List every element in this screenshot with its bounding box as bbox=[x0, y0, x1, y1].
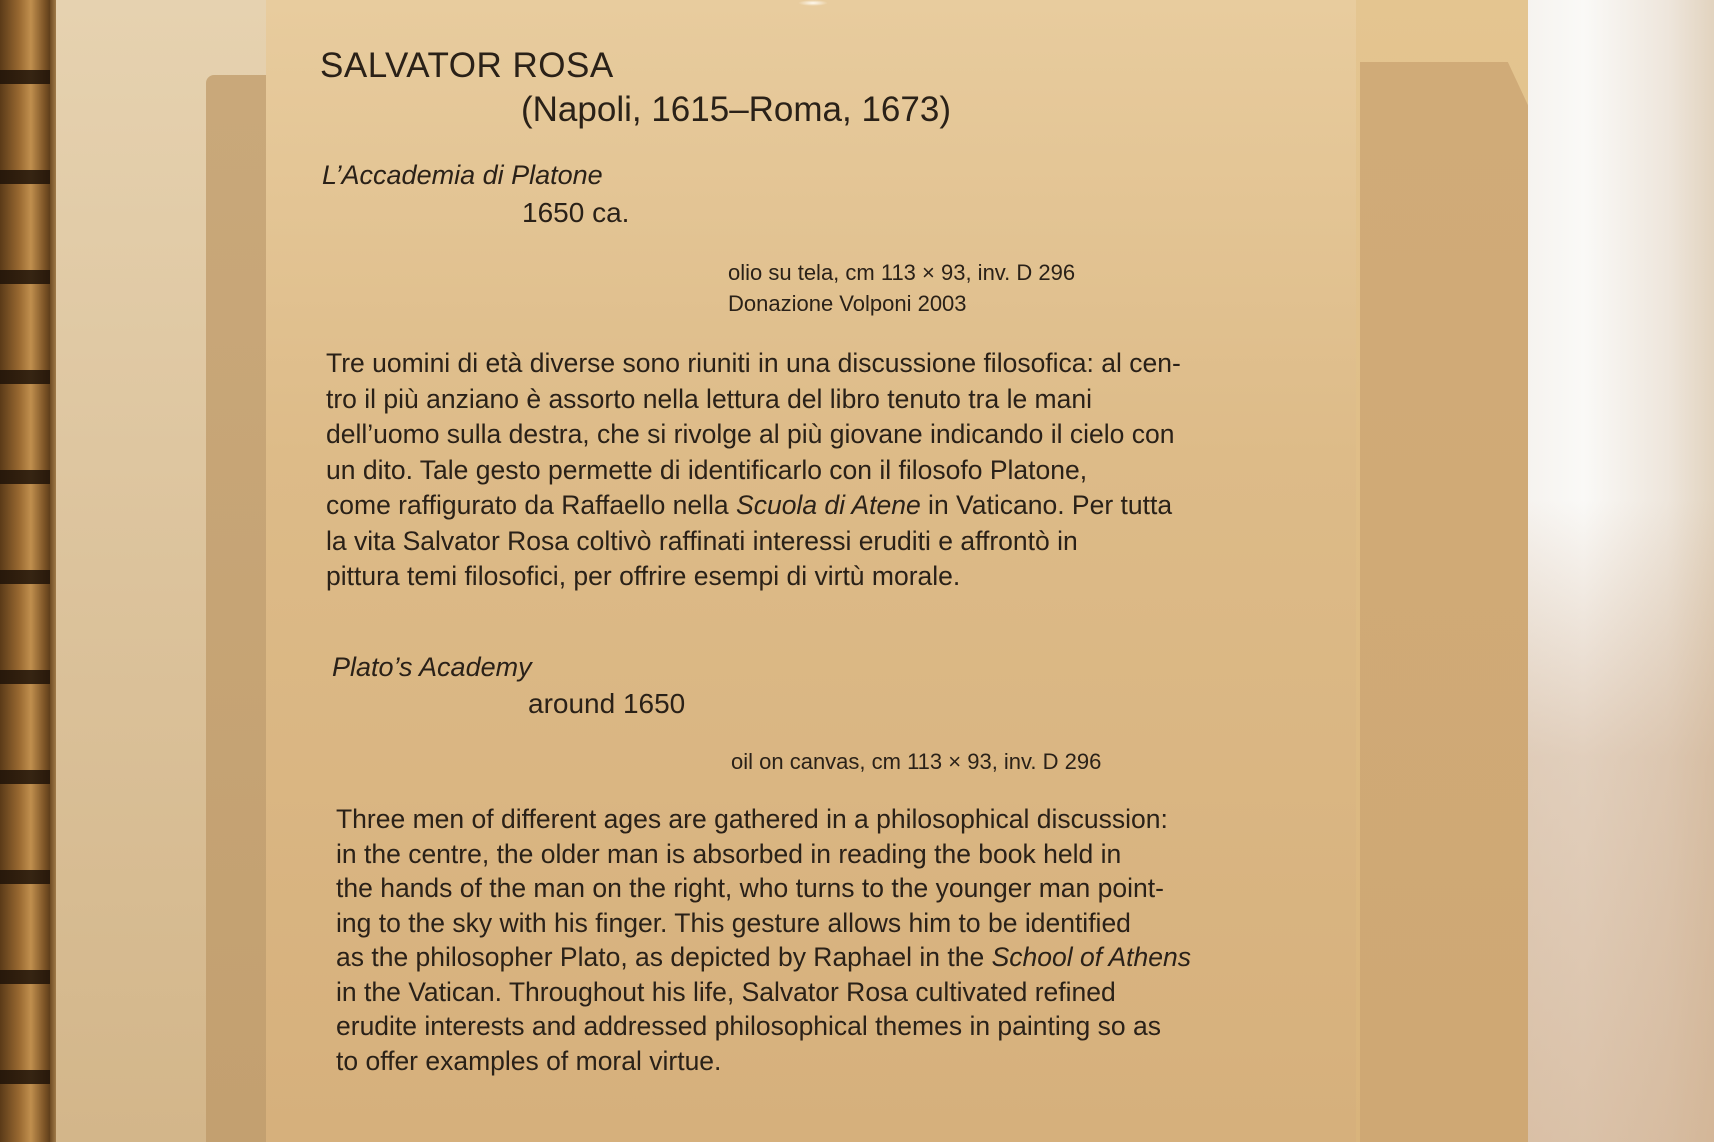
technique-italian: olio su tela, cm 113 × 93, inv. D 296 bbox=[728, 260, 1076, 285]
description-line: pittura temi filosofici, per offrire esempi di virtù morale. bbox=[326, 561, 961, 591]
artist-dates: (Napoli, 1615–Roma, 1673) bbox=[521, 90, 951, 129]
description-line: in the centre, the older man is absorbed in reading the book held in bbox=[336, 838, 1122, 869]
description-line: come raffigurato da Raffaello nella Scuola di Atene in Vaticano. Per tutta bbox=[326, 490, 1173, 520]
technique-english: oil on canvas, cm 113 × 93, inv. D 296 bbox=[731, 749, 1102, 774]
description-line: as the philosopher Plato, as depicted by Raphael in the School of Athens bbox=[336, 942, 1191, 972]
label-backing-panel bbox=[1360, 62, 1528, 1142]
artwork-title-english: Plato’s Academy bbox=[332, 652, 532, 682]
description-line: the hands of the man on the right, who turns to the younger man point- bbox=[336, 873, 1164, 903]
description-line: Tre uomini di età diverse sono riuniti in una discussione filosofica: al cen- bbox=[326, 348, 1181, 378]
description-line: erudite interests and addressed philosophical themes in painting so as bbox=[336, 1011, 1161, 1041]
artwork-reference: Scuola di Atene bbox=[736, 490, 921, 520]
light-glint bbox=[798, 0, 828, 6]
artwork-date-italian: 1650 ca. bbox=[522, 197, 630, 228]
artwork-date-english: around 1650 bbox=[528, 688, 686, 719]
description-line: ing to the sky with his finger. This gesture allows him to be identified bbox=[336, 907, 1131, 938]
artist-name: SALVATOR ROSA bbox=[320, 46, 614, 85]
description-line: dell’uomo sulla destra, che si rivolge al più giovane indicando il cielo con bbox=[326, 419, 1175, 449]
technique-block-italian bbox=[728, 257, 1075, 319]
provenance-italian: Donazione Volponi 2003 bbox=[728, 291, 967, 316]
artwork-title-italian: L’Accademia di Platone bbox=[322, 160, 603, 190]
label-shadow-left bbox=[206, 75, 266, 1142]
description-line: tro il più anziano è assorto nella lettura del libro tenuto tra le mani bbox=[326, 383, 1092, 414]
artwork-reference: School of Athens bbox=[991, 942, 1191, 972]
description-line: in the Vatican. Throughout his life, Salvator Rosa cultivated refined bbox=[336, 976, 1116, 1007]
description-italian bbox=[326, 346, 1181, 595]
description-line: la vita Salvator Rosa coltivò raffinati interessi eruditi e affrontò in bbox=[326, 525, 1078, 556]
wall-right bbox=[1528, 0, 1714, 1142]
description-line: un dito. Tale gesto permette di identificarlo con il filosofo Platone, bbox=[326, 454, 1088, 485]
description-line: to offer examples of moral virtue. bbox=[336, 1045, 722, 1076]
description-english bbox=[336, 802, 1191, 1078]
painting-frame-edge bbox=[0, 0, 56, 1142]
description-line: Three men of different ages are gathered in a philosophical discussion: bbox=[336, 804, 1168, 834]
